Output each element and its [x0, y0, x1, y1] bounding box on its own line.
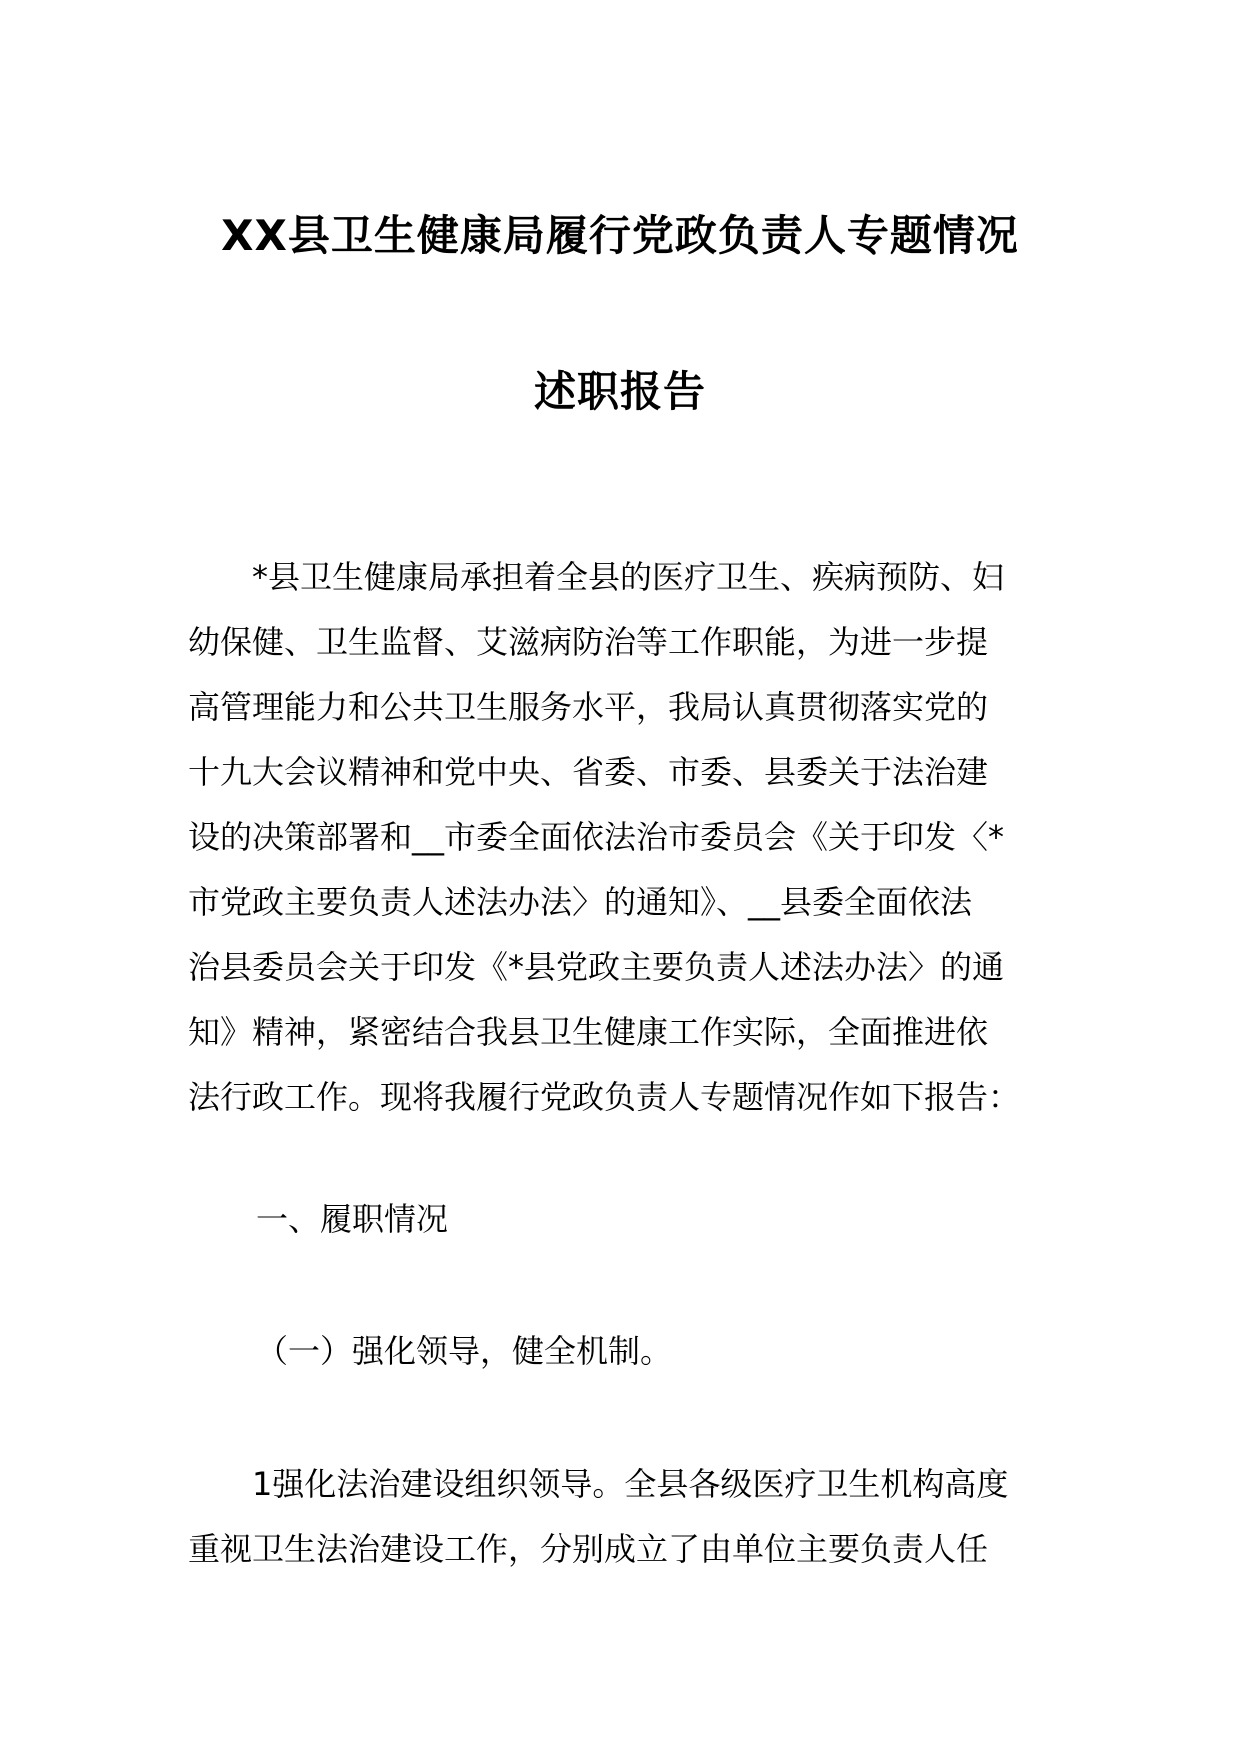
intro-line: 法行政工作。现将我履行党政负责人专题情况作如下报告：: [188, 1078, 1021, 1116]
intro-line: *县卫生健康局承担着全县的医疗卫生、疾病预防、妇: [188, 558, 1005, 596]
paragraph-1: [188, 1452, 1056, 1582]
intro-line: 设的决策部署和__市委全面依法治市委员会《关于印发〈*: [188, 818, 1005, 856]
document-title-line-2: 述职报告: [533, 367, 706, 416]
paragraph-line: 1强化法治建设组织领导。全县各级医疗卫生机构高度: [188, 1465, 1009, 1503]
intro-line: 十九大会议精神和党中央、省委、市委、县委关于法治建: [188, 753, 989, 791]
intro-paragraph: [188, 545, 1056, 1130]
intro-line: 高管理能力和公共卫生服务水平，我局认真贯彻落实党的: [188, 688, 989, 726]
intro-line: 幼保健、卫生监督、艾滋病防治等工作职能，为进一步提: [188, 623, 989, 661]
intro-line: 治县委员会关于印发《*县党政主要负责人述法办法〉的通: [188, 948, 1005, 986]
paragraph-line: 重视卫生法治建设工作，分别成立了由单位主要负责人任: [188, 1530, 989, 1568]
document-title-line-1: XX县卫生健康局履行党政负责人专题情况: [221, 211, 1019, 260]
section-heading: 一、履职情况: [256, 1200, 449, 1238]
subsection-heading: （一）强化领导，健全机制。: [256, 1332, 673, 1370]
intro-line: 市党政主要负责人述法办法〉的通知》、__县委全面依法: [188, 883, 973, 921]
intro-line: 知》精神，紧密结合我县卫生健康工作实际，全面推进依: [188, 1013, 989, 1051]
